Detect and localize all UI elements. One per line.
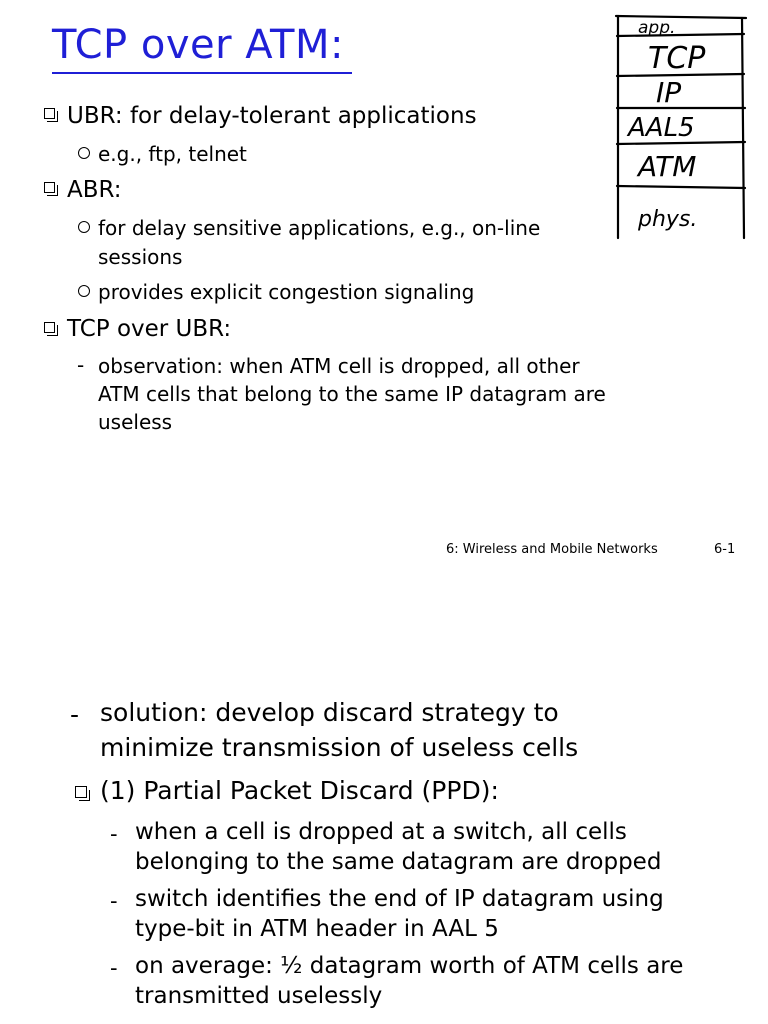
footer-page-number: 6-1 xyxy=(714,542,736,557)
bullet-text: TCP over UBR: xyxy=(67,316,232,342)
sub-bullet-text: ATM cells that belong to the same IP datagram are xyxy=(98,382,606,406)
square-bullet-icon xyxy=(44,182,55,193)
stack-layer-atm: ATM xyxy=(638,150,697,183)
circle-bullet-icon xyxy=(78,221,90,233)
sub-bullet-text: on average: ½ datagram worth of ATM cells are xyxy=(135,953,684,979)
circle-bullet-icon xyxy=(78,285,90,297)
stack-layer-ip: IP xyxy=(656,76,682,109)
sub-bullet-text: switch identifies the end of IP datagram using xyxy=(135,886,664,912)
square-bullet-icon xyxy=(44,108,55,119)
footer-course-title: 6: Wireless and Mobile Networks xyxy=(446,542,658,557)
slide-2 xyxy=(0,600,768,1024)
stack-layer-aal5: AAL5 xyxy=(628,113,695,143)
sub-bullet-text: provides explicit congestion signaling xyxy=(98,280,475,304)
bullet-text: ABR: xyxy=(67,177,122,203)
slide-title: TCP over ATM: xyxy=(52,22,344,68)
dash-bullet-icon: - xyxy=(110,889,118,913)
bullet-text: (1) Partial Packet Discard (PPD): xyxy=(100,776,499,805)
dash-bullet-icon: - xyxy=(77,353,85,377)
title-underline xyxy=(52,72,352,74)
sub-bullet-text: for delay sensitive applications, e.g., on-line xyxy=(98,216,541,240)
bullet-text: solution: develop discard strategy to xyxy=(100,698,559,727)
sub-bullet-text: when a cell is dropped at a switch, all cells xyxy=(135,819,627,845)
bullet-text: minimize transmission of useless cells xyxy=(100,733,579,762)
dash-bullet-icon: - xyxy=(110,956,118,980)
sub-bullet-text: transmitted uselessly xyxy=(135,983,383,1009)
square-bullet-icon xyxy=(75,786,87,798)
stack-layer-tcp: TCP xyxy=(648,41,706,76)
dash-bullet-icon: - xyxy=(70,700,80,729)
circle-bullet-icon xyxy=(78,147,90,159)
sub-bullet-text: e.g., ftp, telnet xyxy=(98,142,247,166)
protocol-stack-sketch xyxy=(614,12,750,240)
sub-bullet-text: observation: when ATM cell is dropped, all other xyxy=(98,354,580,378)
sub-bullet-text: sessions xyxy=(98,245,183,269)
sub-bullet-text: useless xyxy=(98,410,173,434)
stack-layer-app: app. xyxy=(638,18,676,38)
bullet-text: UBR: for delay-tolerant applications xyxy=(67,103,477,129)
sub-bullet-text: type-bit in ATM header in AAL 5 xyxy=(135,916,499,942)
stack-layer-phys: phys. xyxy=(638,207,698,232)
square-bullet-icon xyxy=(44,322,55,333)
dash-bullet-icon: - xyxy=(110,822,118,846)
sub-bullet-text: belonging to the same datagram are dropped xyxy=(135,849,662,875)
